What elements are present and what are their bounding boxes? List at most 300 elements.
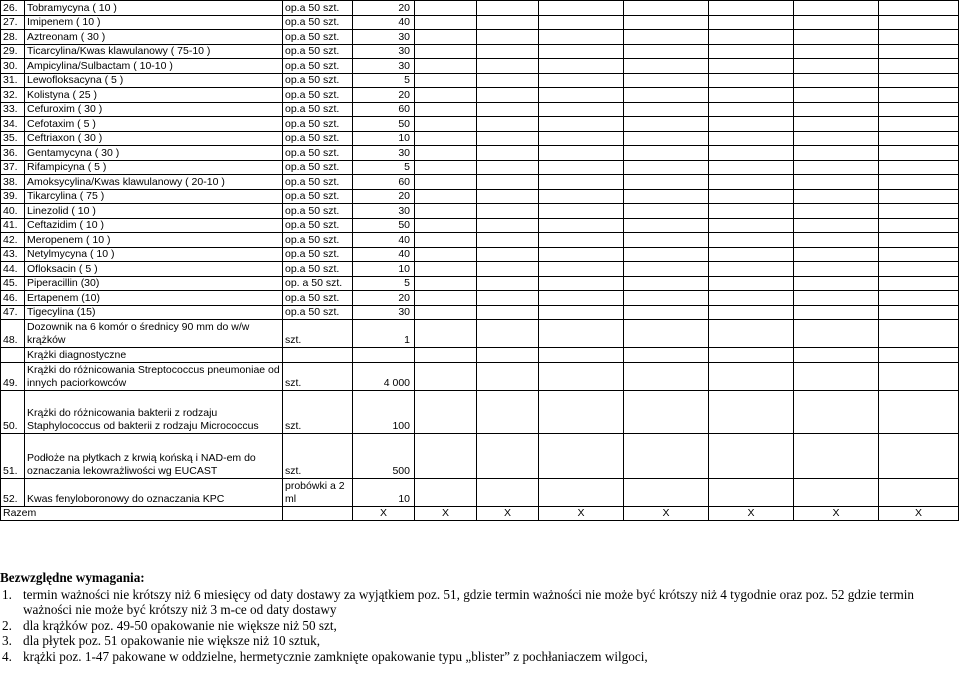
item-quantity: 20 bbox=[353, 189, 415, 204]
empty-cell bbox=[415, 175, 477, 190]
empty-cell bbox=[477, 146, 539, 161]
empty-cell bbox=[477, 262, 539, 277]
empty-cell bbox=[709, 160, 794, 175]
empty-cell bbox=[415, 44, 477, 59]
empty-cell bbox=[709, 102, 794, 117]
empty-cell bbox=[709, 15, 794, 30]
table-row bbox=[1, 204, 959, 219]
empty-cell bbox=[879, 362, 959, 390]
table-row bbox=[1, 30, 959, 45]
empty-cell bbox=[879, 73, 959, 88]
empty-cell bbox=[415, 204, 477, 219]
item-name: Ofloksacin ( 5 ) bbox=[25, 262, 283, 277]
empty-cell bbox=[415, 218, 477, 233]
empty-cell bbox=[539, 218, 624, 233]
item-unit: op.a 50 szt. bbox=[283, 204, 353, 219]
item-name: Dozownik na 6 komór o średnicy 90 mm do w/w krążków bbox=[25, 320, 283, 348]
empty-cell bbox=[879, 131, 959, 146]
item-unit: szt. bbox=[283, 433, 353, 478]
empty-cell bbox=[477, 59, 539, 74]
empty-cell bbox=[794, 320, 879, 348]
empty-cell bbox=[624, 73, 709, 88]
empty-cell bbox=[539, 73, 624, 88]
empty-cell bbox=[539, 247, 624, 262]
empty-cell bbox=[709, 88, 794, 103]
item-quantity: 30 bbox=[353, 146, 415, 161]
row-number: 31. bbox=[1, 73, 25, 88]
item-quantity: 10 bbox=[353, 131, 415, 146]
empty-cell bbox=[624, 262, 709, 277]
total-x-mark: X bbox=[477, 506, 539, 521]
empty-cell bbox=[879, 88, 959, 103]
empty-cell bbox=[415, 276, 477, 291]
row-number: 45. bbox=[1, 276, 25, 291]
empty-cell bbox=[624, 189, 709, 204]
empty-cell bbox=[624, 478, 709, 506]
empty-cell bbox=[624, 44, 709, 59]
empty-cell bbox=[709, 478, 794, 506]
empty-cell bbox=[624, 117, 709, 132]
row-number: 30. bbox=[1, 59, 25, 74]
item-name: Ceftriaxon ( 30 ) bbox=[25, 131, 283, 146]
item-name: Meropenem ( 10 ) bbox=[25, 233, 283, 248]
empty-cell bbox=[415, 247, 477, 262]
empty-cell bbox=[794, 117, 879, 132]
item-name: Imipenem ( 10 ) bbox=[25, 15, 283, 30]
row-number: 34. bbox=[1, 117, 25, 132]
table-row bbox=[1, 478, 959, 506]
row-number: 26. bbox=[1, 1, 25, 16]
empty-cell bbox=[624, 362, 709, 390]
item-name: Gentamycyna ( 30 ) bbox=[25, 146, 283, 161]
empty-cell bbox=[709, 433, 794, 478]
empty-cell bbox=[879, 218, 959, 233]
empty-cell bbox=[624, 175, 709, 190]
empty-cell bbox=[477, 276, 539, 291]
empty-cell bbox=[794, 88, 879, 103]
empty-cell bbox=[539, 146, 624, 161]
empty-cell bbox=[624, 15, 709, 30]
item-name: Piperacillin (30) bbox=[25, 276, 283, 291]
table-row bbox=[1, 88, 959, 103]
row-number: 27. bbox=[1, 15, 25, 30]
row-number: 49. bbox=[1, 362, 25, 390]
empty-cell bbox=[415, 291, 477, 306]
empty-cell bbox=[539, 88, 624, 103]
empty-cell bbox=[794, 1, 879, 16]
item-unit: op.a 50 szt. bbox=[283, 305, 353, 320]
item-quantity: 500 bbox=[353, 433, 415, 478]
empty-cell bbox=[709, 390, 794, 433]
total-x-mark: X bbox=[709, 506, 794, 521]
empty-cell bbox=[624, 59, 709, 74]
empty-cell bbox=[539, 160, 624, 175]
row-number: 48. bbox=[1, 320, 25, 348]
row-number: 40. bbox=[1, 204, 25, 219]
item-name: Cefotaxim ( 5 ) bbox=[25, 117, 283, 132]
empty-cell bbox=[794, 247, 879, 262]
empty-cell bbox=[709, 59, 794, 74]
requirement-item: 1. termin ważności nie krótszy niż 6 miesięcy od daty dostawy za wyjątkiem poz. 51, gdzie termin ważności nie może być krótszy niż 4 tygodnie oraz poz. 52 gdzie termin ważności nie może być krótszy niż 3 m-ce od daty dostawy bbox=[2, 586, 914, 618]
total-x-mark: X bbox=[353, 506, 415, 521]
empty-cell bbox=[539, 291, 624, 306]
empty-cell bbox=[794, 189, 879, 204]
requirements-section bbox=[0, 570, 960, 665]
empty-cell bbox=[624, 348, 709, 363]
empty-cell bbox=[415, 262, 477, 277]
empty-cell bbox=[879, 320, 959, 348]
empty-cell bbox=[624, 218, 709, 233]
empty-cell bbox=[879, 348, 959, 363]
empty-cell bbox=[624, 390, 709, 433]
item-quantity: 30 bbox=[353, 44, 415, 59]
item-quantity: 30 bbox=[353, 59, 415, 74]
empty-cell bbox=[879, 478, 959, 506]
empty-cell bbox=[794, 233, 879, 248]
item-name: Amoksycylina/Kwas klawulanowy ( 20-10 ) bbox=[25, 175, 283, 190]
item-name: Kwas fenyloboronowy do oznaczania KPC bbox=[25, 478, 283, 506]
empty-cell bbox=[477, 348, 539, 363]
empty-cell bbox=[879, 44, 959, 59]
row-number: 51. bbox=[1, 433, 25, 478]
empty-cell bbox=[879, 433, 959, 478]
item-quantity: 30 bbox=[353, 204, 415, 219]
table-row bbox=[1, 320, 959, 348]
table-row bbox=[1, 131, 959, 146]
empty-cell bbox=[477, 131, 539, 146]
empty-cell bbox=[794, 59, 879, 74]
table-row bbox=[1, 305, 959, 320]
item-name: Aztreonam ( 30 ) bbox=[25, 30, 283, 45]
empty-cell bbox=[415, 131, 477, 146]
empty-cell bbox=[709, 73, 794, 88]
table-row bbox=[1, 73, 959, 88]
empty-cell bbox=[624, 146, 709, 161]
row-number: 28. bbox=[1, 30, 25, 45]
empty-cell bbox=[415, 478, 477, 506]
total-label: Razem bbox=[1, 506, 283, 521]
empty-cell bbox=[624, 102, 709, 117]
row-number: 32. bbox=[1, 88, 25, 103]
empty-cell bbox=[879, 247, 959, 262]
empty-cell bbox=[539, 44, 624, 59]
empty-cell bbox=[709, 233, 794, 248]
requirement-item: 3. dla płytek poz. 51 opakowanie nie większe niż 10 sztuk, bbox=[2, 633, 321, 649]
table-row bbox=[1, 276, 959, 291]
empty-cell bbox=[415, 73, 477, 88]
empty-cell bbox=[477, 390, 539, 433]
item-name: Podłoże na płytkach z krwią końską i NAD-em do oznaczania lekowrażliwości wg EUCAST bbox=[25, 433, 283, 478]
item-unit: op.a 50 szt. bbox=[283, 262, 353, 277]
empty-cell bbox=[415, 117, 477, 132]
empty-cell bbox=[539, 175, 624, 190]
empty-cell bbox=[794, 262, 879, 277]
empty-cell bbox=[283, 506, 353, 521]
empty-cell bbox=[709, 348, 794, 363]
item-quantity: 5 bbox=[353, 276, 415, 291]
empty-cell bbox=[709, 320, 794, 348]
row-number: 42. bbox=[1, 233, 25, 248]
table-row bbox=[1, 44, 959, 59]
empty-cell bbox=[415, 320, 477, 348]
empty-cell bbox=[794, 276, 879, 291]
empty-cell bbox=[794, 102, 879, 117]
empty-cell bbox=[879, 15, 959, 30]
empty-cell bbox=[879, 102, 959, 117]
empty-cell bbox=[709, 131, 794, 146]
empty-cell bbox=[283, 348, 353, 363]
empty-cell bbox=[624, 320, 709, 348]
empty-cell bbox=[879, 160, 959, 175]
empty-cell bbox=[794, 44, 879, 59]
empty-cell bbox=[709, 247, 794, 262]
empty-cell bbox=[477, 44, 539, 59]
empty-cell bbox=[477, 247, 539, 262]
empty-cell bbox=[624, 247, 709, 262]
empty-cell bbox=[794, 362, 879, 390]
empty-cell bbox=[709, 291, 794, 306]
row-number: 41. bbox=[1, 218, 25, 233]
table-row bbox=[1, 390, 959, 433]
item-name: Krążki do różnicowania bakterii z rodzaju Staphylococcus od bakterii z rodzaju Micrococcus bbox=[25, 390, 283, 433]
empty-cell bbox=[539, 233, 624, 248]
empty-cell bbox=[794, 160, 879, 175]
empty-cell bbox=[794, 305, 879, 320]
empty-cell bbox=[624, 233, 709, 248]
empty-cell bbox=[709, 146, 794, 161]
requirements-list bbox=[0, 587, 960, 665]
empty-cell bbox=[539, 1, 624, 16]
empty-cell bbox=[709, 305, 794, 320]
table-row bbox=[1, 233, 959, 248]
empty-cell bbox=[709, 117, 794, 132]
item-name: Krążki do różnicowania Streptococcus pneumoniae od innych paciorkowców bbox=[25, 362, 283, 390]
empty-cell bbox=[353, 348, 415, 363]
item-unit: op.a 50 szt. bbox=[283, 146, 353, 161]
empty-cell bbox=[539, 15, 624, 30]
item-quantity: 40 bbox=[353, 15, 415, 30]
empty-cell bbox=[624, 204, 709, 219]
table-row bbox=[1, 218, 959, 233]
empty-cell bbox=[709, 175, 794, 190]
empty-cell bbox=[709, 1, 794, 16]
empty-cell bbox=[794, 348, 879, 363]
item-name: Linezolid ( 10 ) bbox=[25, 204, 283, 219]
empty-cell bbox=[415, 88, 477, 103]
empty-cell bbox=[624, 291, 709, 306]
empty-cell bbox=[477, 189, 539, 204]
item-quantity: 5 bbox=[353, 73, 415, 88]
empty-cell bbox=[539, 262, 624, 277]
item-unit: szt. bbox=[283, 320, 353, 348]
item-name: Lewofloksacyna ( 5 ) bbox=[25, 73, 283, 88]
item-name: Tikarcylina ( 75 ) bbox=[25, 189, 283, 204]
empty-cell bbox=[539, 189, 624, 204]
item-unit: szt. bbox=[283, 362, 353, 390]
item-quantity: 60 bbox=[353, 102, 415, 117]
item-name: Cefuroxim ( 30 ) bbox=[25, 102, 283, 117]
row-number: 46. bbox=[1, 291, 25, 306]
item-quantity: 60 bbox=[353, 175, 415, 190]
empty-cell bbox=[477, 1, 539, 16]
empty-cell bbox=[624, 433, 709, 478]
table-row bbox=[1, 117, 959, 132]
empty-cell bbox=[539, 276, 624, 291]
empty-cell bbox=[477, 233, 539, 248]
item-name: Ticarcylina/Kwas klawulanowy ( 75-10 ) bbox=[25, 44, 283, 59]
empty-cell bbox=[879, 146, 959, 161]
empty-cell bbox=[415, 189, 477, 204]
item-unit: op.a 50 szt. bbox=[283, 189, 353, 204]
row-number: 38. bbox=[1, 175, 25, 190]
empty-cell bbox=[415, 160, 477, 175]
empty-cell bbox=[415, 102, 477, 117]
empty-cell bbox=[539, 102, 624, 117]
row-number: 43. bbox=[1, 247, 25, 262]
item-unit: probówki a 2 ml bbox=[283, 478, 353, 506]
empty-cell bbox=[477, 30, 539, 45]
empty-cell bbox=[879, 305, 959, 320]
empty-cell bbox=[539, 30, 624, 45]
empty-cell bbox=[477, 88, 539, 103]
total-x-mark: X bbox=[539, 506, 624, 521]
empty-cell bbox=[477, 160, 539, 175]
empty-cell bbox=[415, 146, 477, 161]
empty-cell bbox=[709, 204, 794, 219]
empty-cell bbox=[624, 30, 709, 45]
empty-cell bbox=[624, 160, 709, 175]
empty-cell bbox=[415, 362, 477, 390]
empty-cell bbox=[415, 433, 477, 478]
empty-cell bbox=[477, 15, 539, 30]
empty-cell bbox=[539, 320, 624, 348]
subheading-label: Krążki diagnostyczne bbox=[25, 348, 283, 363]
empty-cell bbox=[879, 291, 959, 306]
empty-cell bbox=[477, 305, 539, 320]
empty-cell bbox=[794, 291, 879, 306]
requirements-heading: Bezwzględne wymagania: bbox=[0, 570, 145, 585]
empty-cell bbox=[709, 189, 794, 204]
item-unit: op.a 50 szt. bbox=[283, 102, 353, 117]
item-unit: op.a 50 szt. bbox=[283, 117, 353, 132]
empty-cell bbox=[539, 362, 624, 390]
item-name: Ampicylina/Sulbactam ( 10-10 ) bbox=[25, 59, 283, 74]
empty-cell bbox=[415, 30, 477, 45]
empty-cell bbox=[539, 59, 624, 74]
empty-cell bbox=[539, 117, 624, 132]
empty-cell bbox=[794, 390, 879, 433]
item-quantity: 1 bbox=[353, 320, 415, 348]
item-unit: op. a 50 szt. bbox=[283, 276, 353, 291]
total-row bbox=[1, 506, 959, 521]
empty-cell bbox=[477, 218, 539, 233]
empty-cell bbox=[477, 320, 539, 348]
item-unit: op.a 50 szt. bbox=[283, 160, 353, 175]
empty-cell bbox=[879, 204, 959, 219]
item-quantity: 10 bbox=[353, 262, 415, 277]
item-unit: op.a 50 szt. bbox=[283, 291, 353, 306]
total-x-mark: X bbox=[415, 506, 477, 521]
empty-cell bbox=[415, 305, 477, 320]
item-quantity: 40 bbox=[353, 233, 415, 248]
item-unit: op.a 50 szt. bbox=[283, 247, 353, 262]
row-number: 36. bbox=[1, 146, 25, 161]
empty-cell bbox=[624, 88, 709, 103]
empty-cell bbox=[477, 478, 539, 506]
item-name: Rifampicyna ( 5 ) bbox=[25, 160, 283, 175]
row-number: 52. bbox=[1, 478, 25, 506]
empty-cell bbox=[709, 44, 794, 59]
empty-cell bbox=[794, 15, 879, 30]
row-number: 47. bbox=[1, 305, 25, 320]
empty-cell bbox=[477, 175, 539, 190]
empty-cell bbox=[624, 276, 709, 291]
empty-cell bbox=[879, 30, 959, 45]
empty-cell bbox=[879, 1, 959, 16]
empty-cell bbox=[539, 131, 624, 146]
table-row bbox=[1, 15, 959, 30]
item-quantity: 5 bbox=[353, 160, 415, 175]
table-row bbox=[1, 247, 959, 262]
empty-cell bbox=[709, 30, 794, 45]
row-number: 33. bbox=[1, 102, 25, 117]
empty-cell bbox=[709, 362, 794, 390]
empty-cell bbox=[794, 73, 879, 88]
table-row bbox=[1, 1, 959, 16]
empty-cell bbox=[794, 433, 879, 478]
requirement-item: 2. dla krążków poz. 49-50 opakowanie nie większe niż 50 szt, bbox=[2, 617, 337, 633]
item-unit: op.a 50 szt. bbox=[283, 59, 353, 74]
empty-cell bbox=[794, 204, 879, 219]
items-table-body bbox=[1, 1, 959, 521]
item-quantity: 50 bbox=[353, 218, 415, 233]
empty-cell bbox=[794, 218, 879, 233]
empty-cell bbox=[624, 305, 709, 320]
table-row bbox=[1, 433, 959, 478]
empty-cell bbox=[879, 276, 959, 291]
item-quantity: 10 bbox=[353, 478, 415, 506]
item-name: Kolistyna ( 25 ) bbox=[25, 88, 283, 103]
total-x-mark: X bbox=[879, 506, 959, 521]
empty-cell bbox=[415, 233, 477, 248]
table-row bbox=[1, 102, 959, 117]
item-name: Ceftazidim ( 10 ) bbox=[25, 218, 283, 233]
item-unit: op.a 50 szt. bbox=[283, 30, 353, 45]
table-row bbox=[1, 262, 959, 277]
empty-cell bbox=[477, 102, 539, 117]
empty-cell bbox=[415, 59, 477, 74]
empty-cell bbox=[539, 204, 624, 219]
subheading-row bbox=[1, 348, 959, 363]
empty-cell bbox=[879, 189, 959, 204]
table-row bbox=[1, 175, 959, 190]
empty-cell bbox=[624, 1, 709, 16]
empty-cell bbox=[879, 175, 959, 190]
empty-cell bbox=[879, 262, 959, 277]
item-quantity: 4 000 bbox=[353, 362, 415, 390]
table-row bbox=[1, 291, 959, 306]
table-row bbox=[1, 59, 959, 74]
empty-cell bbox=[794, 478, 879, 506]
item-unit: op.a 50 szt. bbox=[283, 1, 353, 16]
empty-cell bbox=[415, 390, 477, 433]
empty-cell bbox=[415, 15, 477, 30]
item-quantity: 100 bbox=[353, 390, 415, 433]
row-number: 29. bbox=[1, 44, 25, 59]
empty-cell bbox=[477, 362, 539, 390]
empty-cell bbox=[539, 433, 624, 478]
empty-cell bbox=[477, 291, 539, 306]
